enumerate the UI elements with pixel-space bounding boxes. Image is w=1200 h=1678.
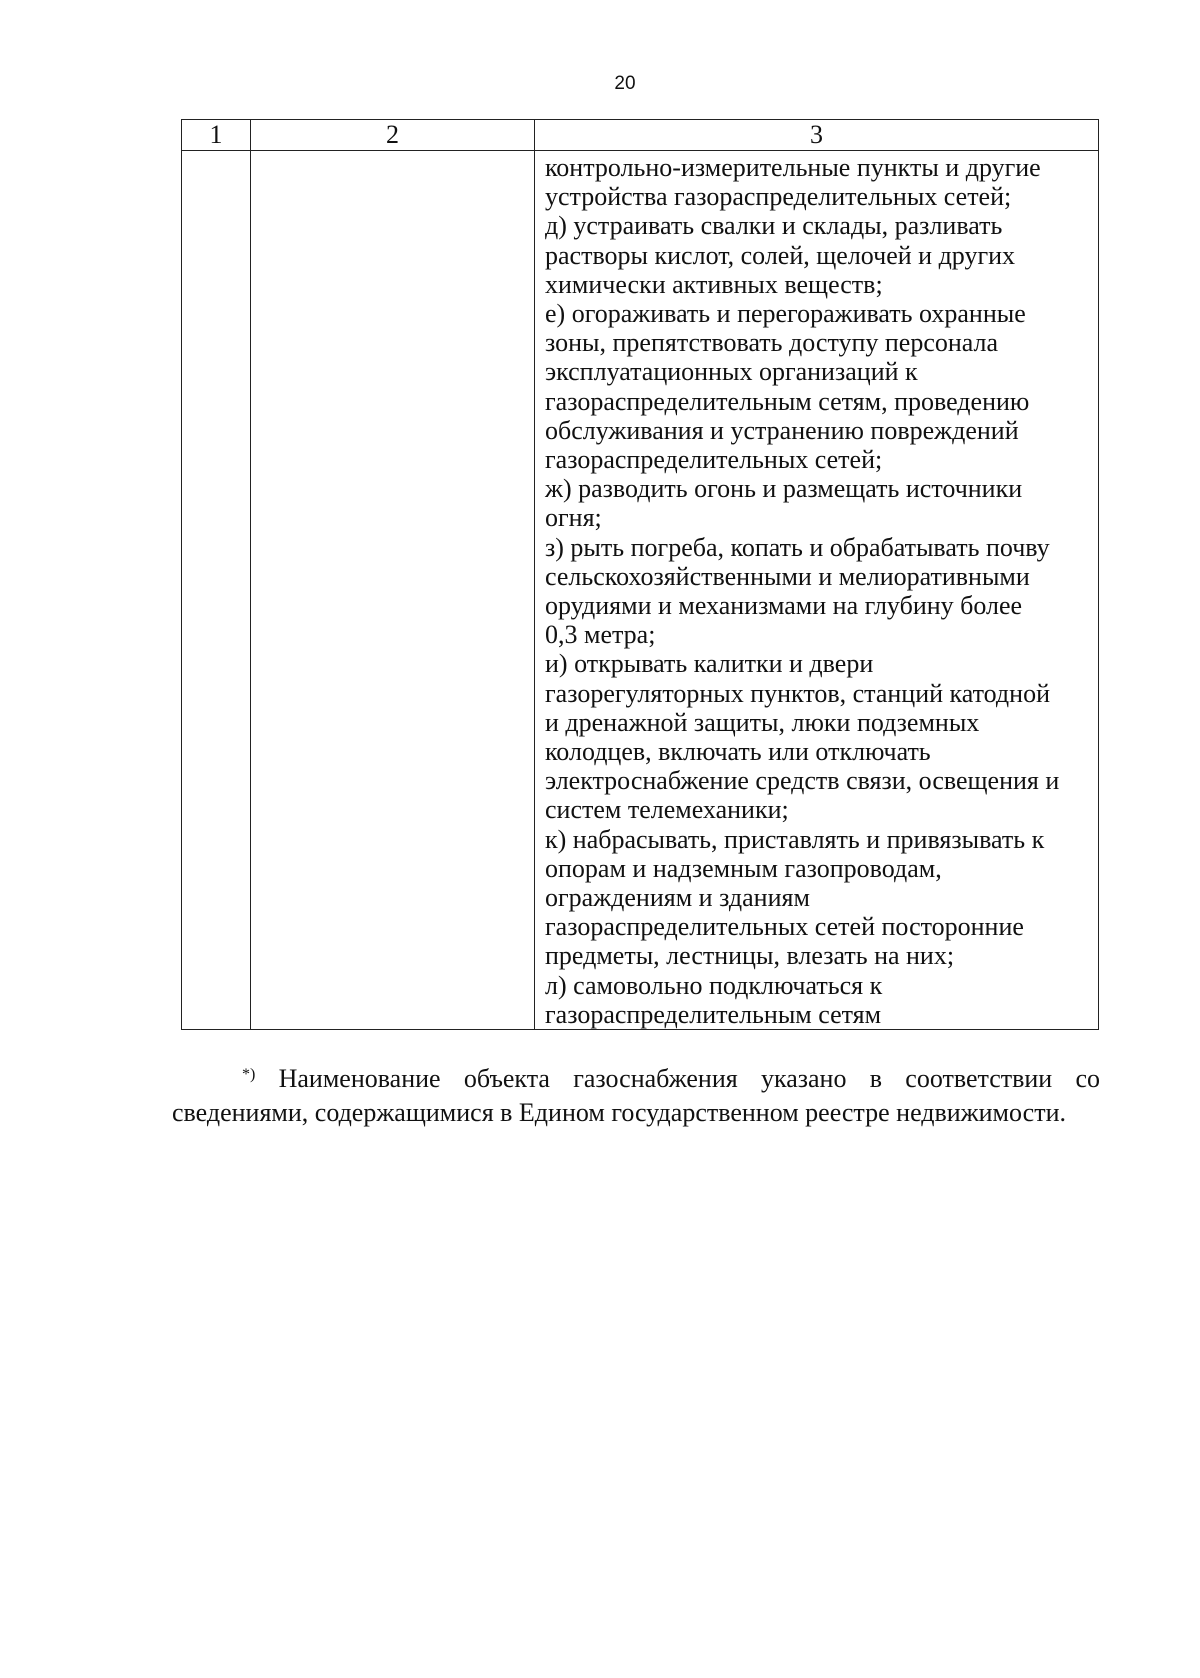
footnote-marker: *) — [242, 1066, 256, 1083]
table-header-row — [182, 120, 1099, 151]
page-number: 20 — [614, 73, 636, 94]
footnote — [172, 1062, 1100, 1130]
table-cell-col-1 — [182, 151, 251, 1030]
table-header-col-3: 3 — [535, 120, 1099, 151]
document-table — [181, 119, 1099, 1030]
table-cell-col-2 — [251, 151, 535, 1030]
table-header-col-2: 2 — [251, 120, 535, 151]
table-header-col-1: 1 — [182, 120, 251, 151]
restrictions-text: контрольно-измерительные пункты и другие устройства газораспределительных сетей; д) устраивать свалки и склады, разливать растворы кислот, солей, щелочей и других химически активных веществ; е) огораживать и перегораживать охранные зоны, препятствовать доступу персонала эксплуатационных организаций к газораспределительным сетям, проведению обслуживания и устранению повреждений газораспределительных сетей; ж) разводить огонь и размещать источники огня; з) рыть погреба, копать и обрабатывать почву сельскохозяйственными и мелиоративными орудиями и механизмами на глубину более 0,3 метра; и) открывать калитки и двери газорегуляторных пунктов, станций катодной и дренажной защиты, люки подземных колодцев, включать или отключать электроснабжение средств связи, освещения и систем телемеханики; к) набрасывать, приставлять и привязывать к опорам и надземным газопроводам, ограждениям и зданиям газораспределительных сетей посторонние предметы, лестницы, влезать на них; л) самовольно подключаться к газораспределительным сетям — [545, 153, 1060, 1029]
table-row — [182, 151, 1099, 1030]
footnote-text: Наименование объекта газоснабжения указано в соответствии со сведениями, содержащимися в Едином государственном реестре недвижимости. — [172, 1064, 1101, 1127]
table-cell-col-3 — [535, 151, 1099, 1030]
